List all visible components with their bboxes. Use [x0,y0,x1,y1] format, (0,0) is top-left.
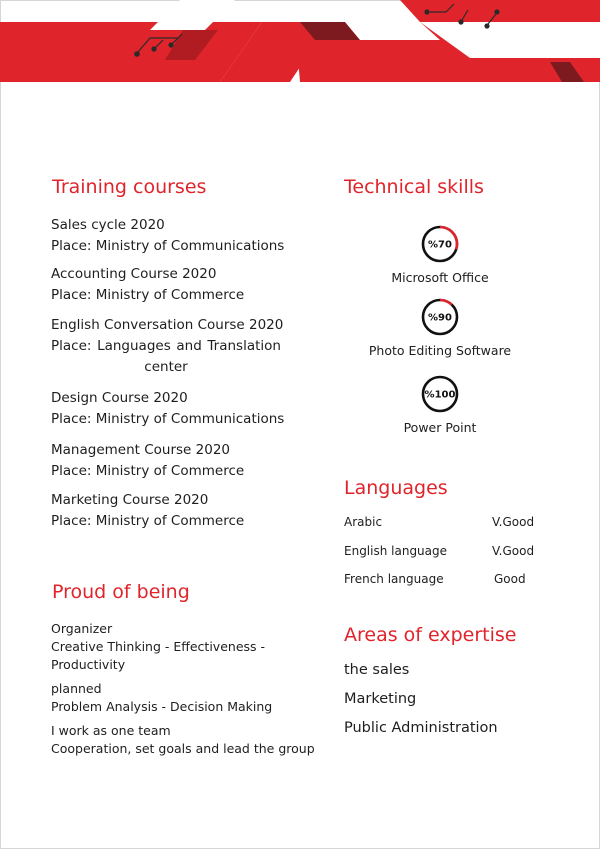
training-entry [51,490,244,532]
skill-percent: %90 [428,312,452,324]
proud-line: Productivity [51,657,126,672]
skill-percent: %100 [424,389,456,401]
proud-of-being-heading: Proud of being [52,581,190,603]
training-entry [51,440,244,482]
proud-line: I work as one team [51,723,171,738]
course-place: Place: Ministry of Commerce [51,287,245,303]
language-name: English language [344,544,448,558]
skill-progress-ring [420,297,460,337]
skill-item [340,224,540,285]
languages-heading: Languages [344,477,448,499]
language-level: Good [494,572,526,586]
course-place: Place: Ministry of Communications [51,411,285,427]
areas-of-expertise-heading: Areas of expertise [344,624,517,646]
proud-line: Creative Thinking - Effectiveness - [51,639,266,654]
language-level: V.Good [492,544,535,558]
skill-name: Microsoft Office [391,270,489,285]
course-name: Sales cycle 2020 [51,217,165,233]
skill-item [340,297,540,358]
course-name: Marketing Course 2020 [51,492,209,508]
training-entry [51,388,284,430]
training-entry [51,215,284,257]
expertise-item: Marketing [344,691,417,707]
header-decoration [0,0,600,90]
training-entry [51,315,283,378]
proud-line: Problem Analysis - Decision Making [51,699,273,714]
course-place: Place: Ministry of Commerce [51,463,245,479]
language-name: Arabic [344,515,383,529]
proud-line: planned [51,681,102,696]
language-level: V.Good [492,515,535,529]
course-place: Place: Ministry of Commerce [51,513,245,529]
course-name: English Conversation Course 2020 [51,317,284,333]
course-name: Management Course 2020 [51,442,231,458]
course-place: Place: Languages and Translation [51,338,281,354]
expertise-item: Public Administration [344,720,498,736]
proud-list [51,620,315,758]
skill-progress-ring [420,374,460,414]
course-place-continued: center [144,359,188,375]
skill-name: Power Point [403,420,477,435]
course-place: Place: Ministry of Communications [51,238,285,254]
course-name: Accounting Course 2020 [51,266,217,282]
language-name: French language [344,572,444,586]
proud-line: Organizer [51,621,113,636]
training-entry [51,264,244,306]
expertise-item: the sales [344,662,410,678]
proud-line: Cooperation, set goals and lead the group [51,741,315,756]
skill-name: Photo Editing Software [368,343,512,358]
training-courses-heading: Training courses [52,176,207,198]
course-name: Design Course 2020 [51,390,188,406]
technical-skills-heading: Technical skills [344,176,484,198]
skill-progress-ring [420,224,460,264]
skill-percent: %70 [428,239,452,251]
skill-item [340,374,540,435]
